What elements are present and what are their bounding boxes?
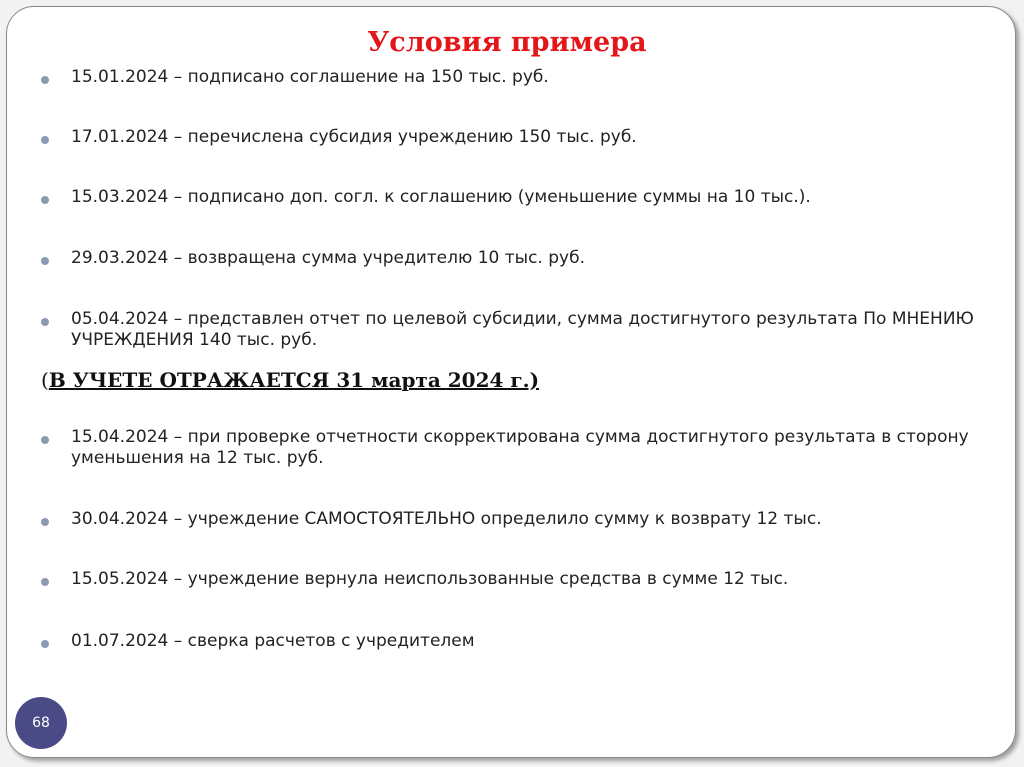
- slide-title: Условия примера: [367, 27, 647, 58]
- list-item: 15.03.2024 – подписано доп. согл. к соглашению (уменьшение суммы на 10 тыс.).: [71, 187, 811, 207]
- bullet-icon: [41, 196, 49, 204]
- list-item: 05.04.2024 – представлен отчет по целевой субсидии, сумма достигнутого результата По МНЕНИЮ УЧРЕЖДЕНИЯ 140 тыс. руб.: [71, 309, 974, 350]
- bullet-icon: [41, 257, 49, 265]
- list-item: 29.03.2024 – возвращена сумма учредителю 10 тыс. руб.: [71, 248, 585, 268]
- list-item: 15.05.2024 – учреждение вернула неиспользованные средства в сумме 12 тыс.: [71, 569, 789, 589]
- note-open-paren: (: [41, 368, 49, 392]
- accounting-note: [41, 368, 539, 392]
- list-item: 15.01.2024 – подписано соглашение на 150 тыс. руб.: [71, 67, 549, 87]
- bullet-icon: [41, 136, 49, 144]
- list-item: 30.04.2024 – учреждение САМОСТОЯТЕЛЬНО определило сумму к возврату 12 тыс.: [71, 509, 822, 529]
- list-item: 17.01.2024 – перечислена субсидия учреждению 150 тыс. руб.: [71, 127, 637, 147]
- bullet-icon: [41, 436, 49, 444]
- bullet-icon: [41, 518, 49, 526]
- list-item: 01.07.2024 – сверка расчетов с учредителем: [71, 631, 475, 651]
- list-item: 15.04.2024 – при проверке отчетности скорректирована сумма достигнутого результата в сторону уменьшения на 12 тыс. руб.: [71, 427, 969, 468]
- page-number-badge: 68: [15, 697, 67, 749]
- bullet-icon: [41, 578, 49, 586]
- bullet-icon: [41, 76, 49, 84]
- note-text: В УЧЕТЕ ОТРАЖАЕТСЯ 31 марта 2024 г.): [48, 368, 540, 392]
- bullet-icon: [41, 640, 49, 648]
- slide: [6, 6, 1016, 758]
- bullet-icon: [41, 318, 49, 326]
